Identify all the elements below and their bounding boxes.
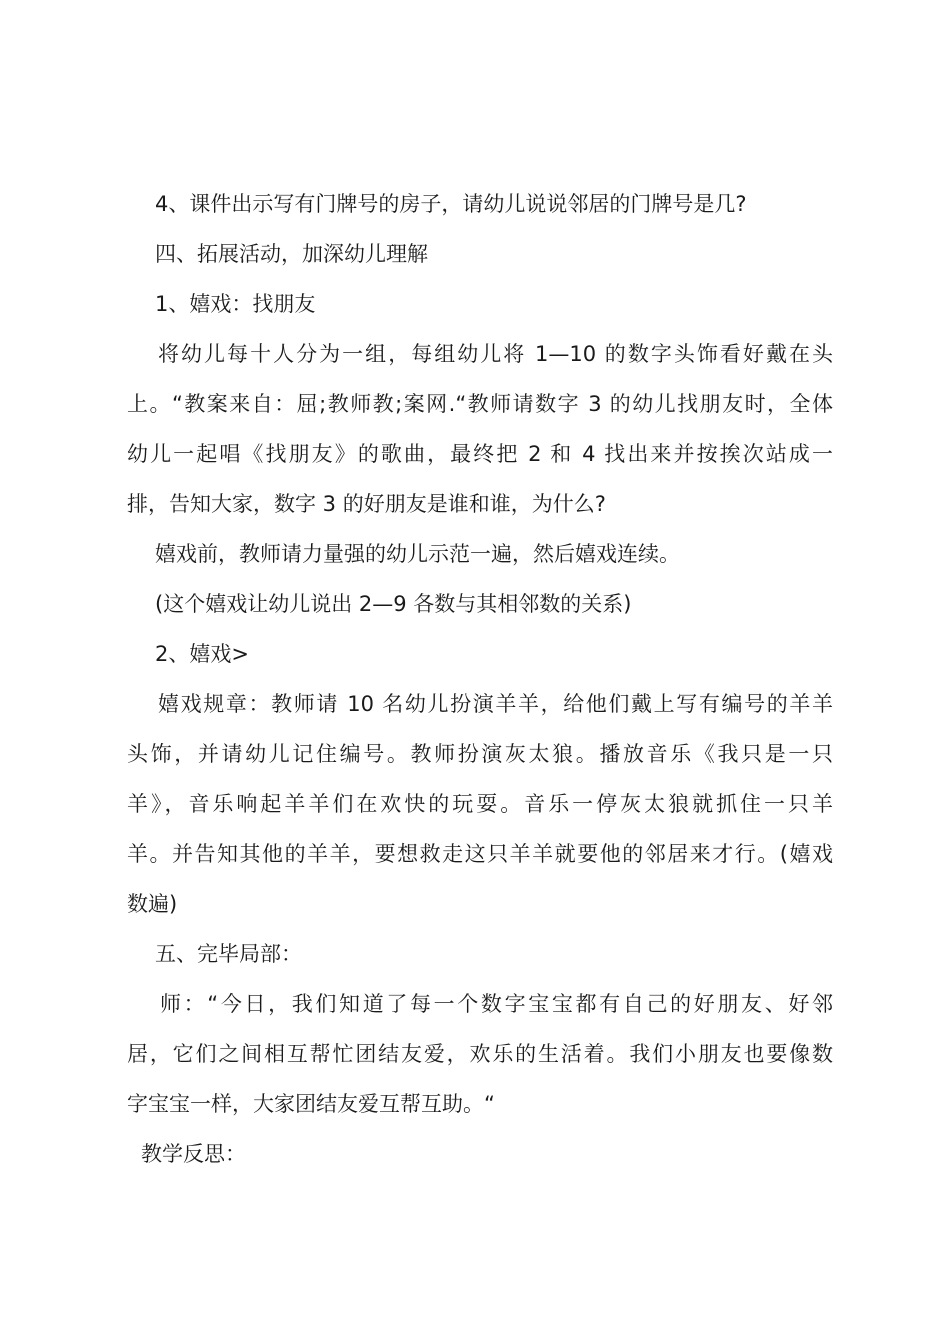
section-heading: 四、拓展活动，加深幼儿理解 xyxy=(155,242,428,266)
subsection-heading: 2、嬉戏> xyxy=(155,642,249,666)
paragraph-line: (这个嬉戏让幼儿说出 2—9 各数与其相邻数的关系) xyxy=(155,592,632,616)
section-heading: 教学反思： xyxy=(141,1142,246,1166)
section-heading: 五、完毕局部： xyxy=(155,942,302,966)
paragraph-line: 师：“今日，我们知道了每一个数字宝宝都有自己的好朋友、好邻 xyxy=(160,992,833,1016)
paragraph-line: 羊》，音乐响起羊羊们在欢快的玩耍。音乐一停灰太狼就抓住一只羊 xyxy=(127,792,833,816)
subsection-heading: 1、嬉戏：找朋友 xyxy=(155,292,316,316)
paragraph-line: 居，它们之间相互帮忙团结友爱，欢乐的生活着。我们小朋友也要像数 xyxy=(127,1042,833,1066)
paragraph-line: 4、课件出示写有门牌号的房子，请幼儿说说邻居的门牌号是几? xyxy=(155,192,747,216)
paragraph-line: 上。“教案来自：屈;教师教;案网.“教师请数字 3 的幼儿找朋友时，全体 xyxy=(127,392,833,416)
paragraph-line: 头饰，并请幼儿记住编号。教师扮演灰太狼。播放音乐《我只是一只 xyxy=(127,742,833,766)
paragraph-line: 幼儿一起唱《找朋友》的歌曲，最终把 2 和 4 找出来并按挨次站成一 xyxy=(127,442,833,466)
paragraph-line: 嬉戏前，教师请力量强的幼儿示范一遍，然后嬉戏连续。 xyxy=(155,542,680,566)
paragraph-line: 字宝宝一样，大家团结友爱互帮互助。“ xyxy=(127,1092,495,1116)
paragraph-line: 数遍) xyxy=(127,892,178,916)
paragraph-line: 排，告知大家，数字 3 的好朋友是谁和谁，为什么? xyxy=(127,492,606,516)
paragraph-line: 羊。并告知其他的羊羊，要想救走这只羊羊就要他的邻居来才行。(嬉戏 xyxy=(127,842,833,866)
paragraph-line: 嬉戏规章：教师请 10 名幼儿扮演羊羊，给他们戴上写有编号的羊羊 xyxy=(158,692,833,716)
paragraph-line: 将幼儿每十人分为一组，每组幼儿将 1—10 的数字头饰看好戴在头 xyxy=(158,342,833,366)
